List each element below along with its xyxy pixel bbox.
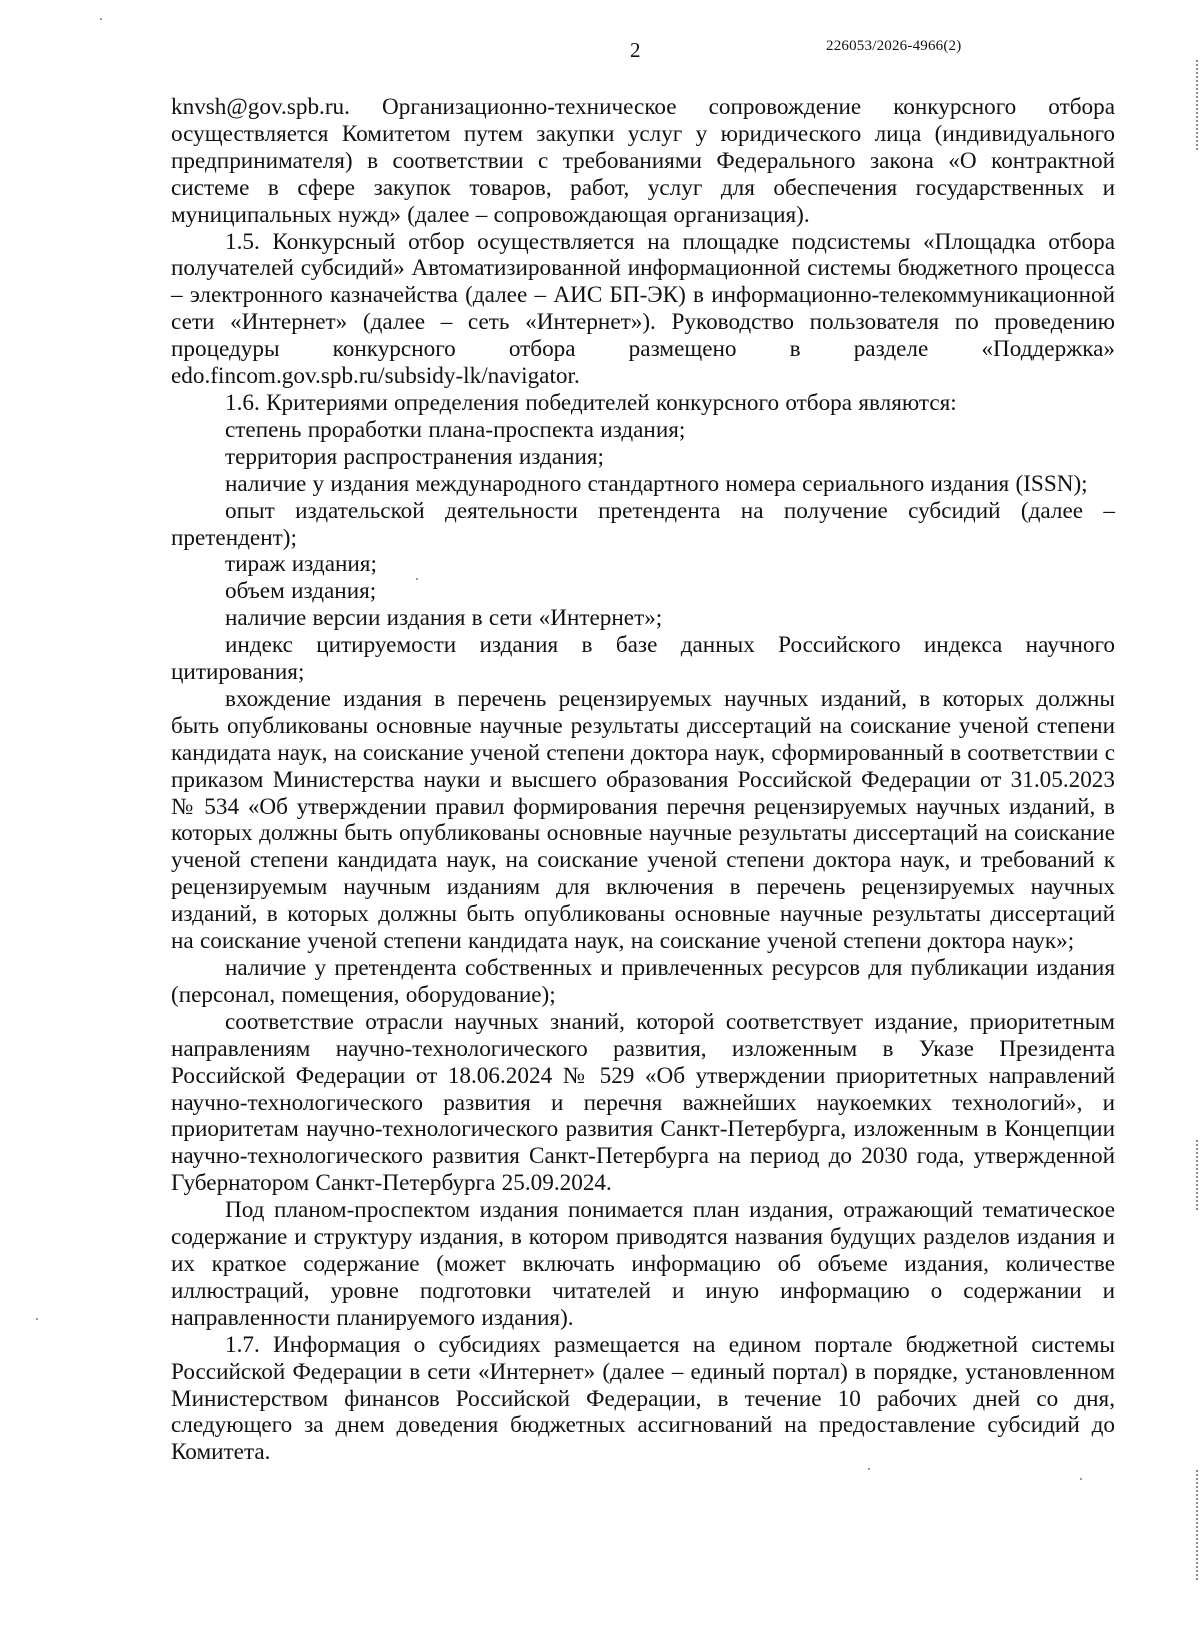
scan-edge-mark: [1194, 1140, 1198, 1210]
criterion-item: территория распространения издания;: [225, 443, 604, 470]
plan-prospect-definition: Под планом-проспектом издания понимается план издания, отражающий тематическое содержание и структуру издания, в котором приводятся названия будущих разделов издания и их краткое содержание (может включать информацию об объеме издания, количестве иллюстраций, уровне подготовки читателей и иную информацию о содержании и направленности планируемого издания).: [171, 1197, 1115, 1331]
scan-edge-mark: [1194, 1470, 1198, 1580]
criterion-item: вхождение издания в перечень рецензируемых научных изданий, в которых должны быть опубликованы основные научные результаты диссертаций на соискание ученой степени кандидата наук, на соискание ученой степени доктора наук, сформированный в соответствии с приказом Министерства науки и высшего образования Российской Федерации от 31.05.2023 № 534 «Об утверждении правил формирования перечня рецензируемых научных изданий, в которых должны быть опубликованы основные научные результаты диссертаций на соискание ученой степени кандидата наук, на соискание ученой степени доктора наук, и требований к рецензируемым научным изданиям для включения в перечень рецензируемых научных изданий, в которых должны быть опубликованы основные научные результаты диссертаций на соискание ученой степени кандидата наук, на соискание ученой степени доктора наук»;: [171, 685, 1115, 955]
document-body: [171, 94, 1115, 1466]
criterion-item: тираж издания;: [225, 551, 377, 578]
criterion-item: опыт издательской деятельности претендента на получение субсидий (далее – претендент);: [171, 497, 1115, 551]
document-id: 226053/2026-4966(2): [826, 38, 962, 54]
criterion-item: наличие у претендента собственных и привлеченных ресурсов для публикации издания (персонал, помещения, оборудование);: [171, 955, 1115, 1008]
criterion-item: индекс цитируемости издания в базе данных Российского индекса научного цитирования;: [171, 632, 1115, 686]
scan-edge-mark: [1194, 60, 1198, 150]
paragraph-1-7: 1.7. Информация о субсидиях размещается на едином портале бюджетной системы Российской Федерации в сети «Интернет» (далее – единый портал) в порядке, установленном Министерством финансов Российской Федерации, в течение 10 рабочих дней со дня, следующего за днем доведения бюджетных ассигнований на предоставление субсидий до Комитета.: [171, 1331, 1115, 1466]
scan-speck: [36, 1318, 38, 1320]
criterion-item: соответствие отрасли научных знаний, которой соответствует издание, приоритетным направлениям научно-технологического развития, изложенным в Указе Президента Российской Федерации от 18.06.2024 № 529 «Об утверждении приоритетных направлений научно-технологического развития и перечня важнейших наукоемких технологий», и приоритетам научно-технологического развития Санкт-Петербурга, изложенным в Концепции научно-технологического развития Санкт-Петербурга на период до 2030 года, утвержденной Губернатором Санкт-Петербурга 25.09.2024.: [171, 1008, 1115, 1197]
scan-speck: [416, 578, 418, 580]
criterion-item: степень проработки плана-проспекта издания;: [225, 416, 686, 443]
paragraph-contact-email: knvsh@gov.spb.ru. Организационно-техническое сопровождение конкурсного отбора осуществляется Комитетом путем закупки услуг у юридического лица (индивидуального предпринимателя) в соответствии с требованиями Федерального закона «О контрактной системе в сфере закупок товаров, работ, услуг для обеспечения государственных и муниципальных нужд» (далее – сопровождающая организация).: [171, 94, 1115, 228]
scan-speck: [100, 18, 102, 20]
scan-speck: [1080, 1478, 1082, 1480]
paragraph-1-5: 1.5. Конкурсный отбор осуществляется на площадке подсистемы «Площадка отбора получателей субсидий» Автоматизированной информационной системы бюджетного процесса – электронного казначейства (далее – АИС БП-ЭК) в информационно-телекоммуникационной сети «Интернет» (далее – сеть «Интернет»). Руководство пользователя по проведению процедуры конкурсного отбора размещено в разделе «Поддержка» edo.fincom.gov.spb.ru/subsidy-lk/navigator.: [171, 228, 1115, 390]
criterion-item: наличие версии издания в сети «Интернет»;: [225, 605, 663, 632]
paragraph-1-6: 1.6. Критериями определения победителей конкурсного отбора являются:: [225, 389, 957, 416]
criterion-item: наличие у издания международного стандартного номера сериального издания (ISSN);: [225, 470, 1088, 497]
criterion-item: объем издания;: [225, 578, 377, 605]
scan-speck: [868, 1468, 870, 1470]
page-number: 2: [630, 38, 641, 62]
